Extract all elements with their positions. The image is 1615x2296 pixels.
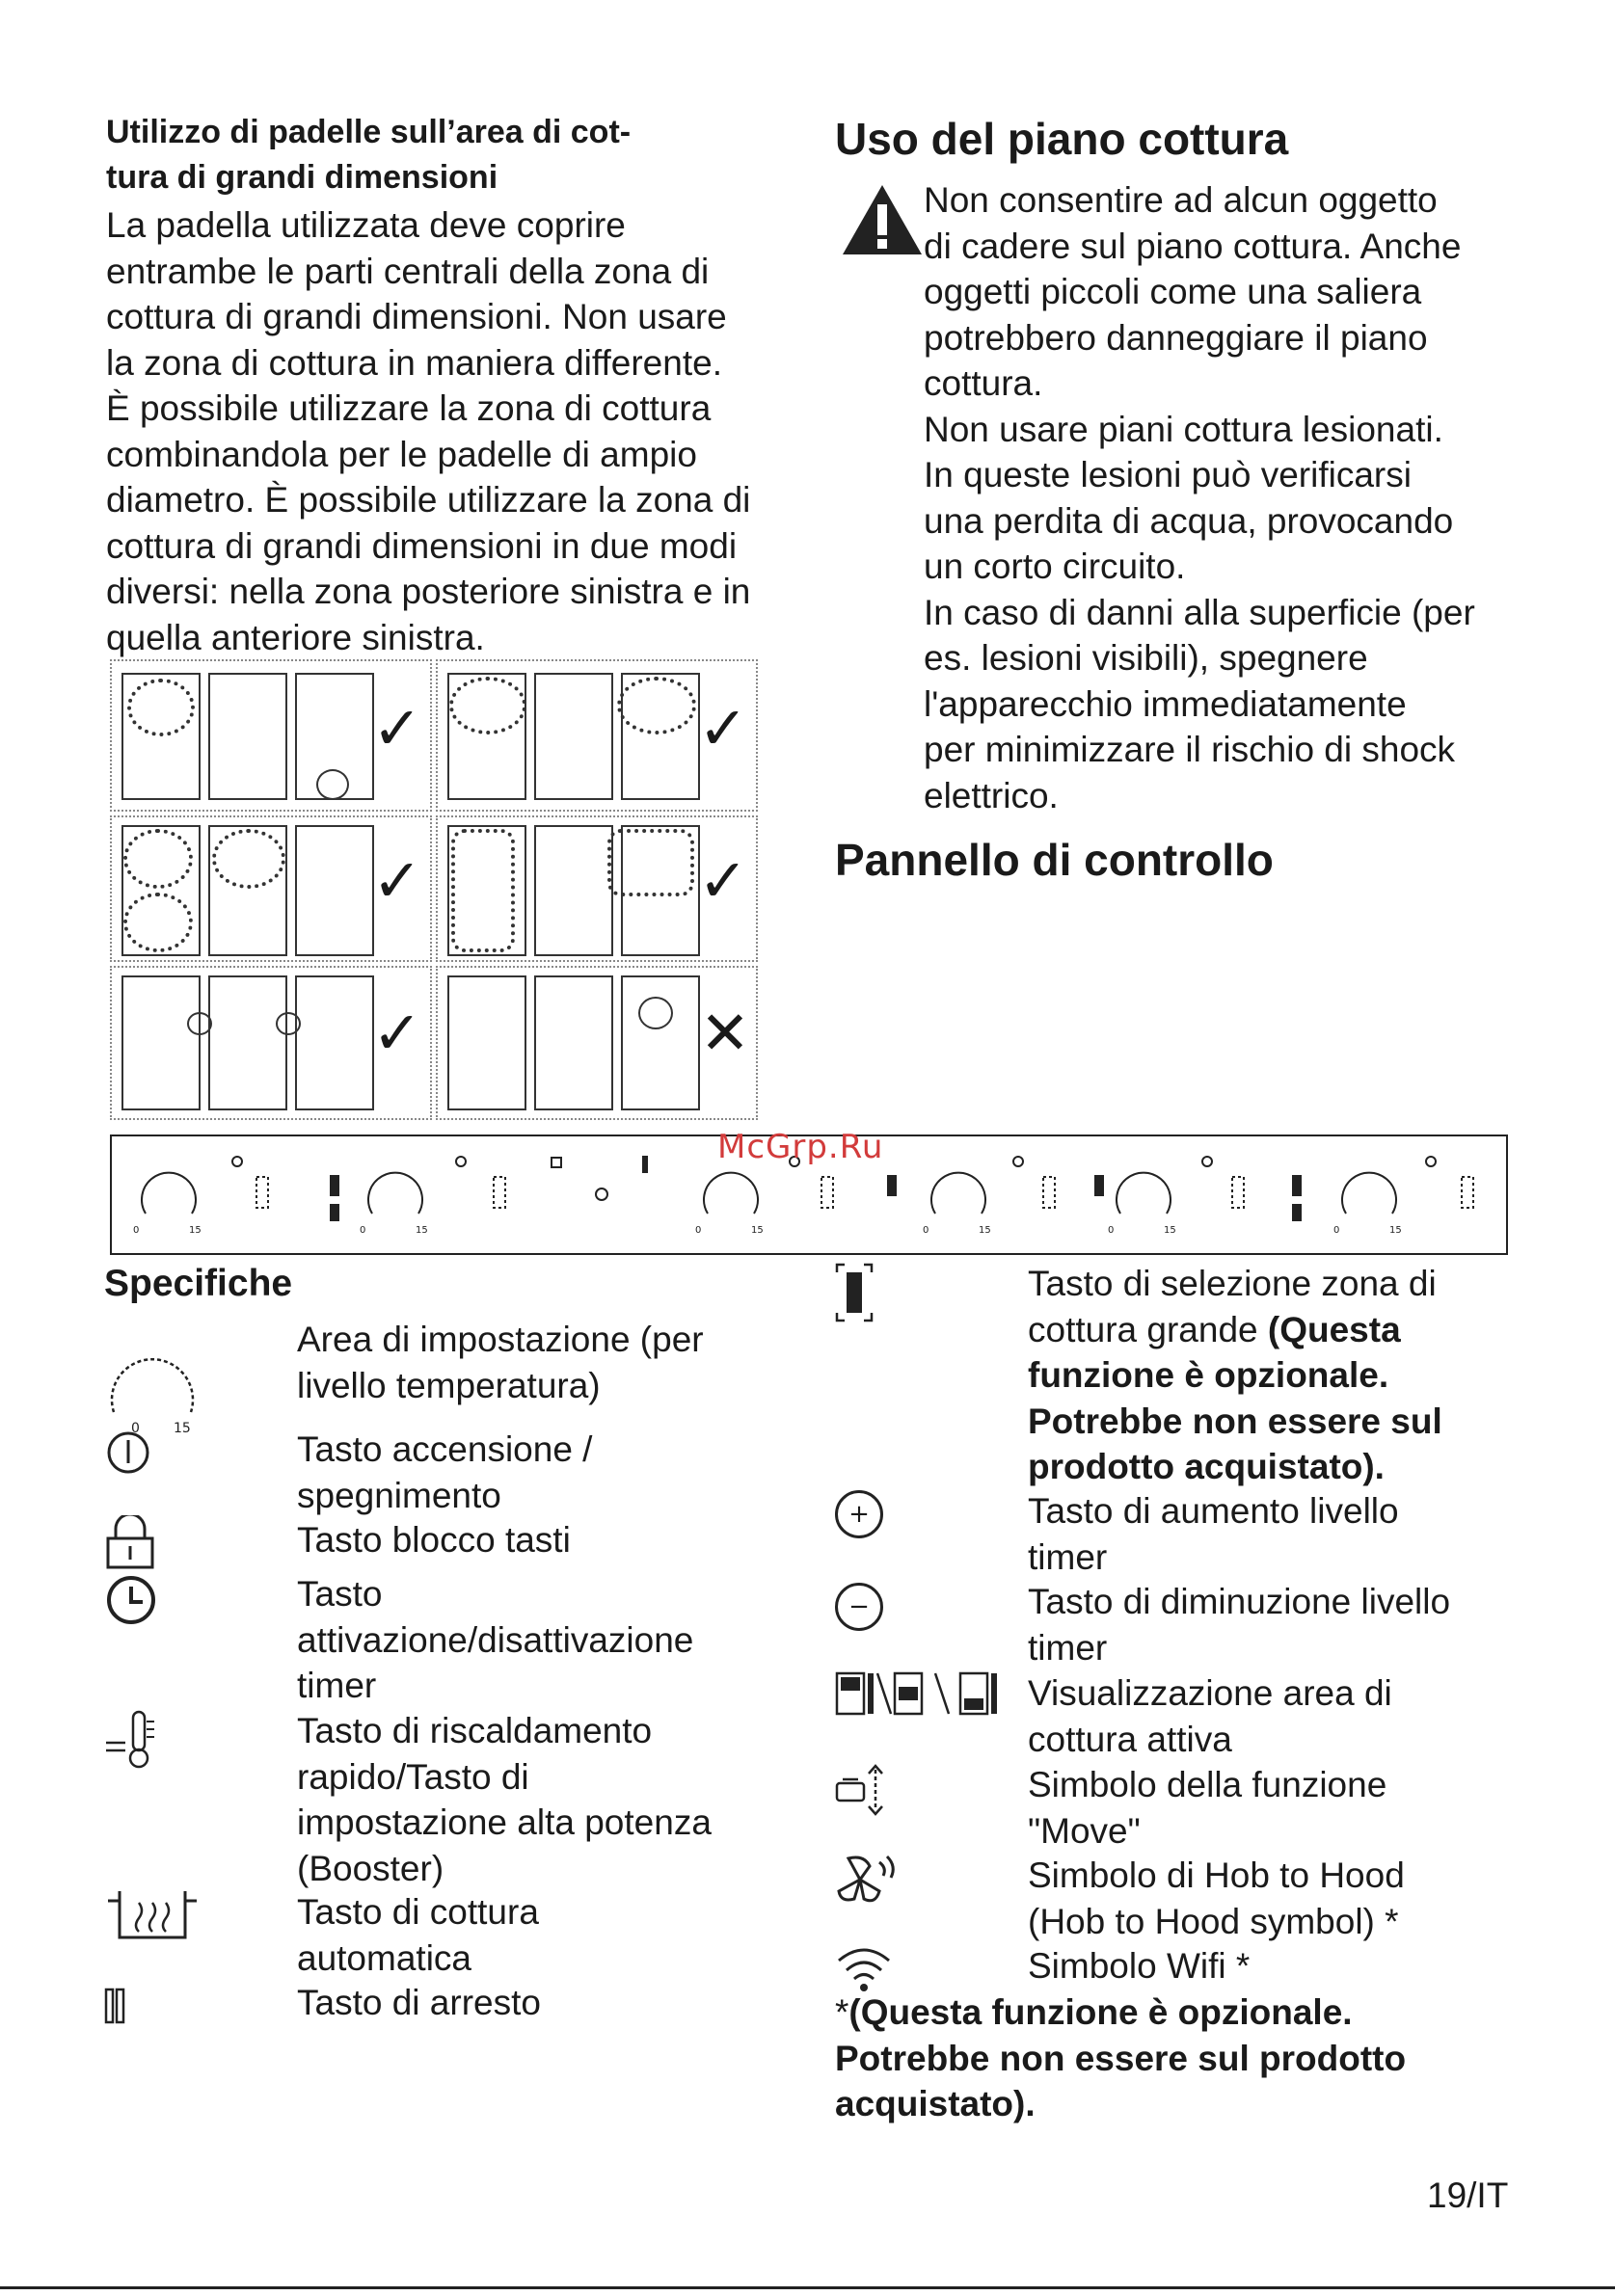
- timer-minus-icon: [835, 1583, 883, 1631]
- spec-wifi: Simbolo Wifi *: [1028, 1946, 1251, 1986]
- specs-heading: Specifiche: [104, 1263, 293, 1304]
- pan-placement-diagrams: [110, 659, 758, 1120]
- dial-2-min-label: 0: [360, 1225, 366, 1236]
- clock-icon: [104, 1571, 158, 1625]
- dial-4-max-label: 15: [979, 1225, 991, 1236]
- spec-auto-cook: Tasto di cottura automatica: [297, 1892, 539, 1978]
- slider-arc-max-label: 15: [174, 1421, 191, 1436]
- dial-4-min-label: 0: [923, 1225, 929, 1236]
- timer-minus-icon-label: −: [848, 1592, 870, 1621]
- thermometer-boost-icon: [104, 1708, 162, 1770]
- diagram-3: [110, 815, 432, 962]
- timer-plus-icon: [835, 1490, 883, 1538]
- check-mark: ✓: [372, 1001, 422, 1067]
- slider-arc-min-label: 0: [131, 1421, 140, 1436]
- dial-3-min-label: 0: [695, 1225, 702, 1236]
- bottom-rule: [0, 2286, 1615, 2289]
- page-number: 19/IT: [1427, 2176, 1509, 2215]
- check-mark: ✓: [372, 848, 422, 915]
- watermark: McGrp.Ru: [717, 1128, 884, 1166]
- lock-icon: [104, 1515, 156, 1569]
- spec-lock: Tasto blocco tasti: [297, 1520, 571, 1560]
- dial-5-max-label: 15: [1164, 1225, 1176, 1236]
- check-mark: ✓: [698, 848, 748, 915]
- move-function-icon: [835, 1762, 889, 1818]
- hob-to-hood-icon: [835, 1853, 902, 1907]
- large-zone-paragraph: La padella utilizzata deve coprire entrambe le parti centrali della zona di cottura di grandi dimensioni. Non usare la zona di cottura in maniera differente. È possibile utilizzare la zona di cottura combinandola per le padelle di ampio diametro. È possibile utilizzare la zona di cottura di grandi dimensioni in due modi diversi: nella zona posteriore sinistra e in quella anteriore sinistra.: [106, 205, 751, 657]
- auto-cook-pot-icon: [104, 1889, 201, 1947]
- diagram-4: [436, 815, 758, 962]
- dial-1-min-label: 0: [133, 1225, 140, 1236]
- spec-power: Tasto accensione / spegnimento: [297, 1429, 593, 1515]
- specs-right-list: [835, 1261, 1529, 1986]
- power-icon: [104, 1428, 152, 1477]
- spec-booster: Tasto di riscaldamento rapido/Tasto di impostazione alta potenza (Booster): [297, 1711, 712, 1888]
- spec-active-zone: Visualizzazione area di cottura attiva: [1028, 1673, 1392, 1759]
- spec-temp-area: Area di impostazione (per livello temperatura): [297, 1320, 704, 1405]
- large-zone-select-icon: [835, 1263, 874, 1322]
- warning-icon: [841, 183, 924, 256]
- spec-hob-to-hood: Simbolo di Hob to Hood (Hob to Hood symbol) *: [1028, 1855, 1405, 1941]
- wifi-icon: [835, 1945, 893, 1993]
- warning-text: Non consentire ad alcun oggetto di cadere sul piano cottura. Anche oggetti piccoli come una saliera potrebbero danneggiare il piano cottura. Non usare piani cottura lesionati. In queste lesioni può verificarsi una perdita di acqua, provocando un corto circuito. In caso di danni alla superficie (per es. lesioni visibili), spegnere l'apparecchio immediatamente per minimizzare il rischio di shock elettrico.: [924, 180, 1475, 815]
- cross-mark: ✕: [700, 1001, 750, 1067]
- slider-arc-icon: [104, 1321, 201, 1436]
- section-heading-usage: Uso del piano cottura: [835, 114, 1289, 164]
- dial-3-max-label: 15: [751, 1225, 764, 1236]
- check-mark: ✓: [372, 696, 422, 762]
- optional-footnote: *(Questa funzione è opzionale. Potrebbe non essere sul prodotto acquistato).: [835, 1992, 1407, 2123]
- spec-stop: Tasto di arresto: [297, 1983, 541, 2022]
- dial-5-min-label: 0: [1108, 1225, 1115, 1236]
- diagram-5: [110, 966, 432, 1120]
- dial-6-min-label: 0: [1333, 1225, 1340, 1236]
- dial-6-max-label: 15: [1389, 1225, 1402, 1236]
- spec-move: Simbolo della funzione "Move": [1028, 1765, 1387, 1851]
- section-heading-large-zone: Utilizzo di padelle sull’area di cot- tura di grandi dimensioni: [106, 114, 632, 196]
- stop-icon: [104, 1986, 127, 2028]
- spec-timer-minus: Tasto di diminuzione livello timer: [1028, 1582, 1451, 1668]
- check-mark: ✓: [698, 696, 748, 762]
- spec-large-zone: Tasto di selezione zona di cottura grande (Questa funzione è opzionale. Potrebbe non essere sul prodotto acquistato).: [1028, 1264, 1442, 1486]
- specs-left-list: [104, 1311, 837, 2043]
- diagram-2: [436, 659, 758, 812]
- timer-plus-icon-label: +: [848, 1500, 870, 1529]
- spec-timer: Tasto attivazione/disattivazione timer: [297, 1574, 694, 1705]
- diagram-1: [110, 659, 432, 812]
- dial-2-max-label: 15: [416, 1225, 428, 1236]
- section-heading-control-panel: Pannello di controllo: [835, 835, 1274, 885]
- dial-1-max-label: 15: [189, 1225, 202, 1236]
- diagram-6: [436, 966, 758, 1120]
- spec-timer-plus: Tasto di aumento livello timer: [1028, 1491, 1399, 1577]
- active-zone-display-icon: [835, 1669, 1009, 1718]
